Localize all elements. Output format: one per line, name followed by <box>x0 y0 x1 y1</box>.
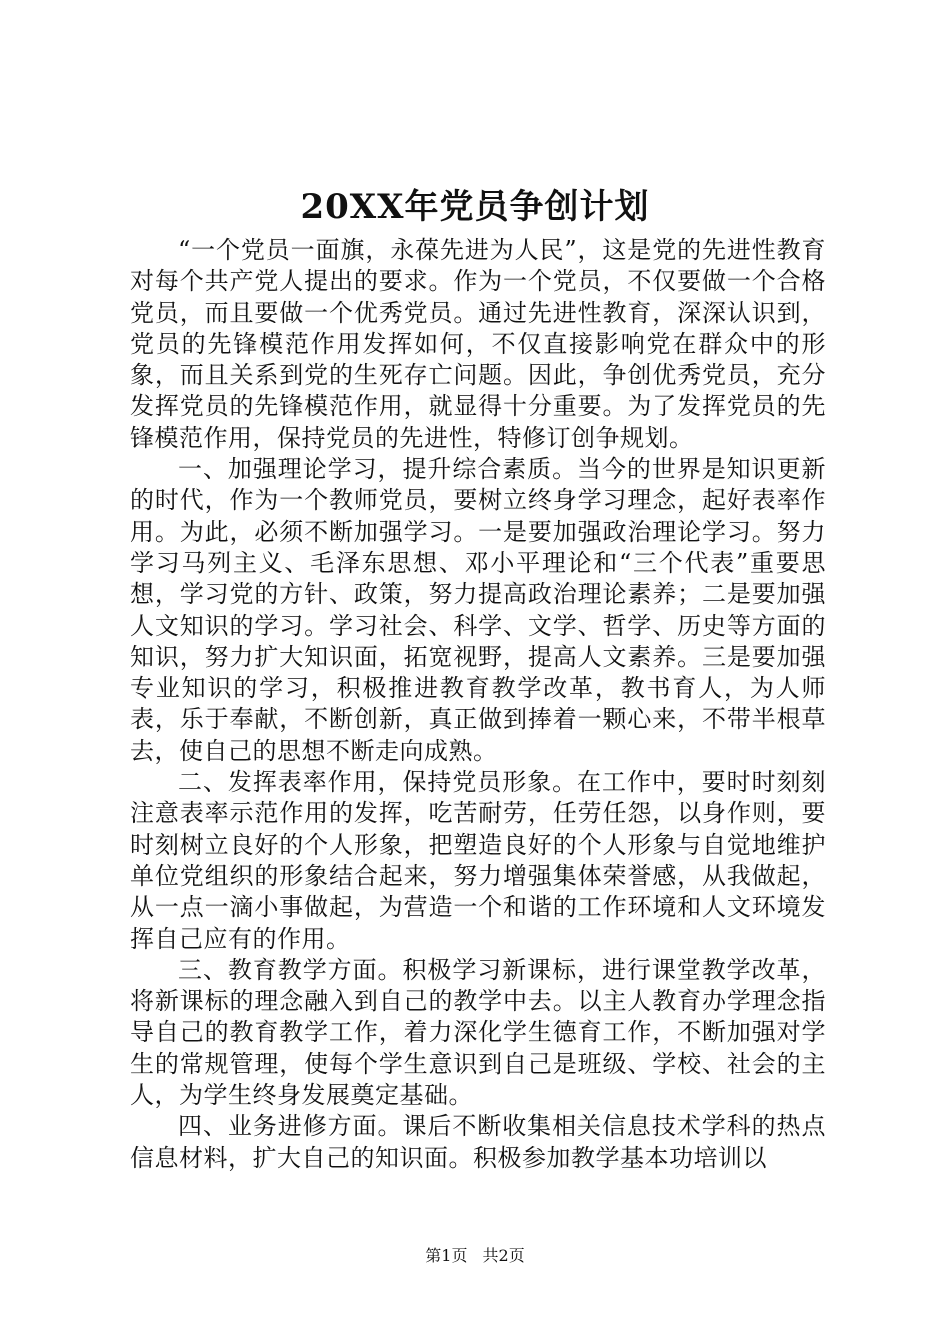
paragraph-section-2: 二、发挥表率作用，保持党员形象。在工作中，要时时刻刻注意表率示范作用的发挥，吃苦耐劳，任劳任怨，以身作则，要时刻树立良好的个人形象，把塑造良好的个人形象与自觉地维护单位党组织的形象结合起来，努力增强集体荣誉感，从我做起，从一点一滴小事做起，为营造一个和谐的工作环境和人文环境发挥自己应有的作用。 <box>130 768 826 953</box>
document-title: 20XX年党员争创计划 <box>300 187 650 227</box>
page-footer <box>0 1246 950 1266</box>
document-body <box>130 235 826 1174</box>
page-number: 第1页 <box>425 1246 468 1265</box>
paragraph-section-3: 三、教育教学方面。积极学习新课标，进行课堂教学改革，将新课标的理念融入到自己的教学中去。以主人教育办学理念指导自己的教育教学工作，着力深化学生德育工作，不断加强对学生的常规管理，使每个学生意识到自己是班级、学校、社会的主人，为学生终身发展奠定基础。 <box>130 955 826 1110</box>
paragraph-intro: “一个党员一面旗，永葆先进为人民”，这是党的先进性教育对每个共产党人提出的要求。作为一个党员，不仅要做一个合格党员，而且要做一个优秀党员。通过先进性教育，深深认识到，党员的先锋模范作用发挥如何，不仅直接影响党在群众中的形象，而且关系到党的生死存亡问题。因此，争创优秀党员，充分发挥党员的先锋模范作用，就显得十分重要。为了发挥党员的先锋模范作用，保持党员的先进性，特修订创争规划。 <box>130 236 826 452</box>
paragraph-section-4: 四、业务进修方面。课后不断收集相关信息技术学科的热点信息材料，扩大自己的知识面。积极参加教学基本功培训以 <box>130 1112 826 1172</box>
page-total: 共2页 <box>482 1246 525 1265</box>
paragraph-section-1: 一、加强理论学习，提升综合素质。当今的世界是知识更新的时代，作为一个教师党员，要树立终身学习理念，起好表率作用。为此，必须不断加强学习。一是要加强政治理论学习。努力学习马列主义、毛泽东思想、邓小平理论和“三个代表”重要思想，学习党的方针、政策，努力提高政治理论素养；二是要加强人文知识的学习。学习社会、科学、文学、哲学、历史等方面的知识，努力扩大知识面，拓宽视野，提高人文素养。三是要加强专业知识的学习，积极推进教育教学改革，教书育人，为人师表，乐于奉献，不断创新，真正做到捧着一颗心来，不带半根草去，使自己的思想不断走向成熟。 <box>130 455 826 765</box>
